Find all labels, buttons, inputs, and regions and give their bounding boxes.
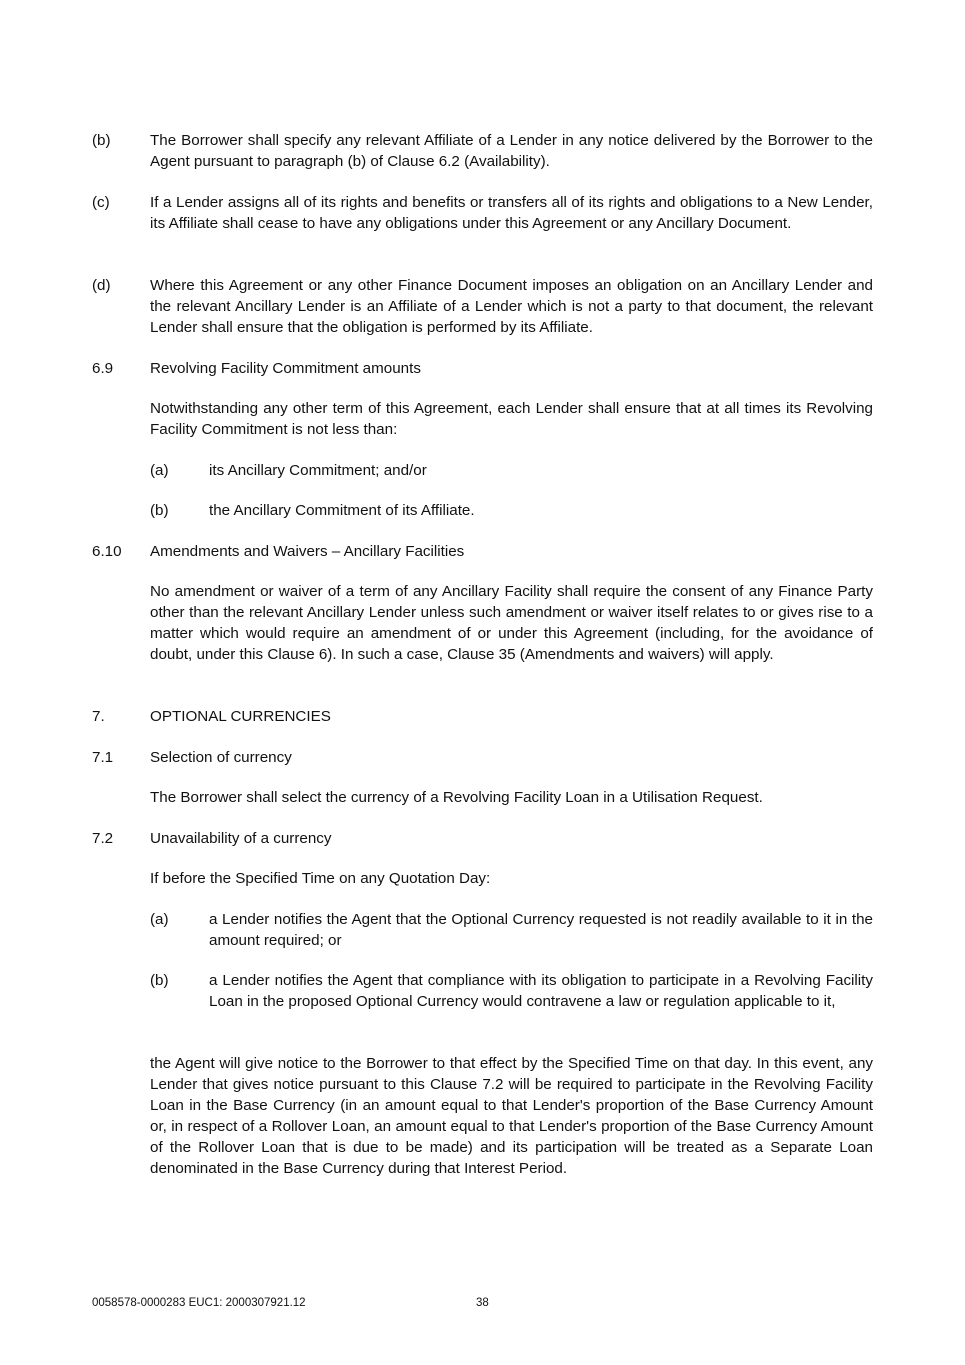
section-6-10-number: 6.10 — [92, 543, 122, 560]
section-7-1-number: 7.1 — [92, 749, 114, 766]
section-7-2-a-label: (a) — [150, 911, 169, 928]
section-6-9-intro: Notwithstanding any other term of this Agreement, each Lender shall ensure that at all times its Revolving Facility Commitment is not less than: — [150, 400, 873, 438]
item-c-label: (c) — [92, 194, 110, 211]
section-7-2-b-text: a Lender notifies the Agent that compliance with its obligation to participate in a Revolving Facility Loan in the proposed Optional Currency would contravene a law or regulation applicable to it, — [209, 972, 873, 1010]
item-b-text: The Borrower shall specify any relevant Affiliate of a Lender in any notice delivered by the Borrower to the Agent pursuant to paragraph (b) of Clause 6.2 (Availability). — [150, 132, 873, 170]
item-d-label: (d) — [92, 277, 111, 294]
section-6-9-title: Revolving Facility Commitment amounts — [150, 360, 421, 377]
section-7-2-intro: If before the Specified Time on any Quotation Day: — [150, 870, 491, 887]
section-6-9-b-label: (b) — [150, 502, 169, 519]
section-6-10-title: Amendments and Waivers – Ancillary Facilities — [150, 543, 465, 560]
item-c-text: If a Lender assigns all of its rights and benefits or transfers all of its rights and obligations to a New Lender, its Affiliate shall cease to have any obligations under this Agreement or any Ancillary Document. — [150, 194, 873, 232]
section-6-9-number: 6.9 — [92, 360, 114, 377]
section-7-1-text: The Borrower shall select the currency of a Revolving Facility Loan in a Utilisation Request. — [150, 789, 763, 806]
section-7-2-a-text: a Lender notifies the Agent that the Optional Currency requested is not readily available to it in the amount required; or — [209, 911, 873, 949]
section-6-9-a-label: (a) — [150, 462, 169, 479]
section-6-9-a-text: its Ancillary Commitment; and/or — [209, 462, 427, 479]
section-6-9-b-text: the Ancillary Commitment of its Affiliate. — [209, 502, 475, 519]
footer-doc-ref: 0058578-0000283 EUC1: 2000307921.12 — [92, 1297, 306, 1309]
section-7-2-number: 7.2 — [92, 830, 114, 847]
section-7-number: 7. — [92, 708, 105, 725]
item-d-text: Where this Agreement or any other Finance Document imposes an obligation on an Ancillary Lender and the relevant Ancillary Lender is an Affiliate of a Lender which is not a party to that document, the relevant Lender shall ensure that the obligation is performed by its Affiliate. — [150, 277, 873, 336]
section-7-2-title: Unavailability of a currency — [150, 830, 332, 847]
section-7-title: OPTIONAL CURRENCIES — [150, 708, 331, 725]
section-7-2-outro: the Agent will give notice to the Borrower to that effect by the Specified Time on that day. In this event, any Lender that gives notice pursuant to this Clause 7.2 will be required to participate in the Revolving Facility Loan in the Base Currency (in an amount equal to that Lender's proportion of the Base Currency Amount or, in respect of a Rollover Loan, an amount equal to that Lender's proportion of the Base Currency Amount of the Rollover Loan that is due to be made) and its participation will be treated as a Separate Loan denominated in the Base Currency during that Interest Period. — [150, 1055, 873, 1177]
section-7-1-title: Selection of currency — [150, 749, 292, 766]
section-7-2-b-label: (b) — [150, 972, 169, 989]
page-number: 38 — [476, 1297, 489, 1309]
section-6-10-text: No amendment or waiver of a term of any Ancillary Facility shall require the consent of any Finance Party other than the relevant Ancillary Lender unless such amendment or waiver itself relates to or gives rise to a matter which would require an amendment of or under this Agreement (including, for the avoidance of doubt, under this Clause 6). In such a case, Clause 35 (Amendments and waivers) will apply. — [150, 583, 873, 663]
item-b-label: (b) — [92, 132, 111, 149]
